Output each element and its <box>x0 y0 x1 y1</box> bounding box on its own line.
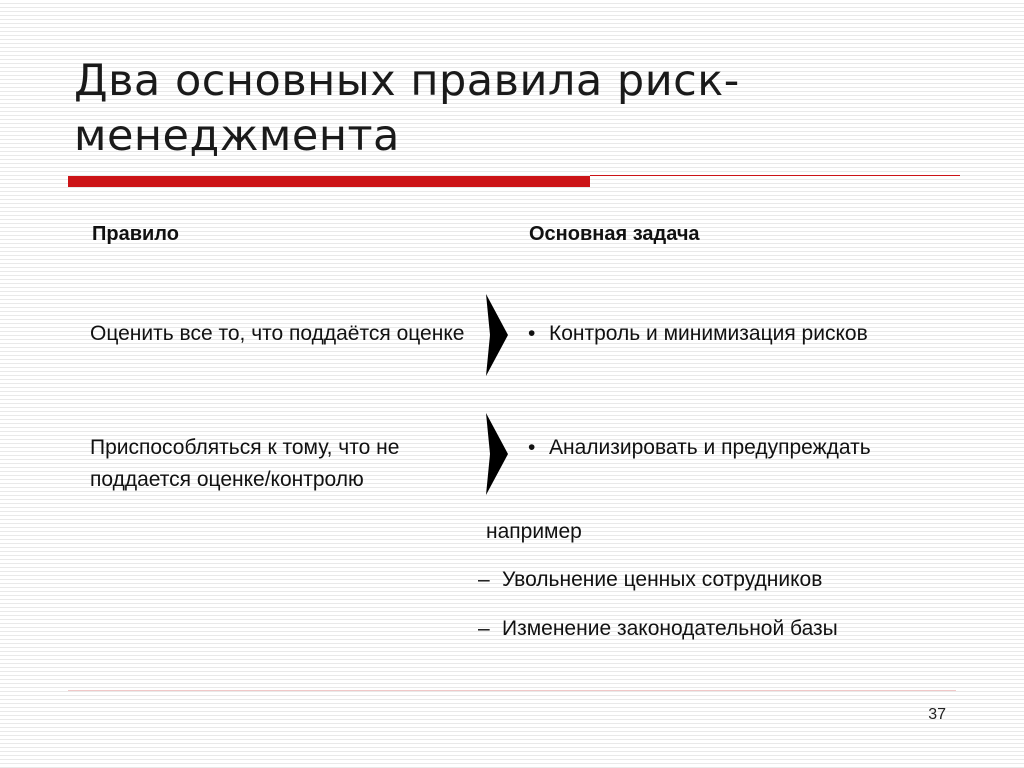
title-accent-bar <box>68 176 590 187</box>
examples-label: например <box>486 520 582 543</box>
column-header-task: Основная задача <box>529 223 700 245</box>
chevron-right-icon <box>486 413 508 495</box>
dash-marker: – <box>478 568 490 591</box>
example-item-2 <box>478 614 838 644</box>
task-text-2: Анализировать и предупреждать <box>549 436 871 459</box>
rule-text-1: Оценить все то, что поддаётся оценке <box>90 322 465 345</box>
example-item-1 <box>478 565 822 595</box>
column-header-rule: Правило <box>92 223 179 245</box>
bullet-marker: • <box>528 322 536 345</box>
dash-marker: – <box>478 617 490 640</box>
example-text-2: Изменение законодательной базы <box>502 617 838 640</box>
page-number: 37 <box>928 706 946 723</box>
chevron-right-icon <box>486 294 508 376</box>
rule-text-2: Приспособляться к тому, что не поддается оценке/контролю <box>90 436 400 491</box>
task-text-1: Контроль и минимизация рисков <box>549 322 868 345</box>
example-text-1: Увольнение ценных сотрудников <box>502 568 823 591</box>
bullet-marker: • <box>528 436 536 459</box>
footer-divider <box>68 690 956 691</box>
title-accent-line <box>590 175 960 176</box>
task-bullet-1 <box>528 318 968 350</box>
task-bullet-2 <box>528 432 968 464</box>
slide-title: Два основных правила риск-менеджмента <box>74 56 740 161</box>
